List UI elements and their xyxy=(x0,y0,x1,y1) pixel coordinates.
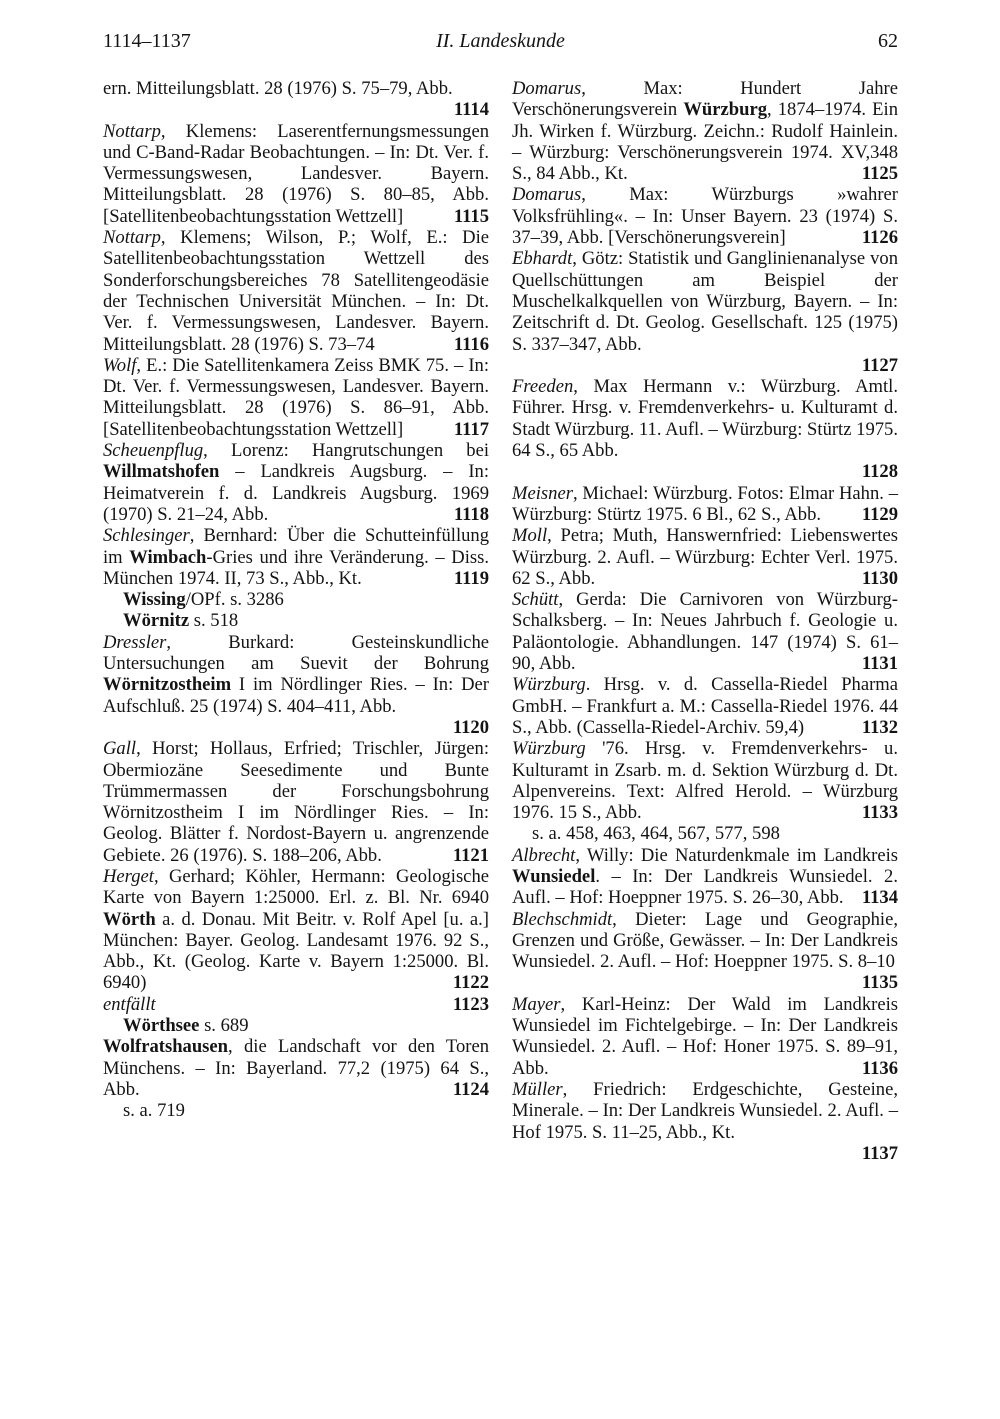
entry-number: 1128 xyxy=(861,461,898,483)
entry-keyword: Wunsiedel xyxy=(512,865,596,887)
entry-text: , 1874–1974. Ein Jh. Wirken f. Würzburg. Zeichn.: Rudolf Hainlein. – Würzburg: Verschönerungsverein 1974. XV,348 S., 84 Abb., Kt. xyxy=(512,99,898,185)
entry-author: Schütt xyxy=(512,589,559,611)
cross-reference xyxy=(512,823,898,844)
entry-keyword: Wörnitzostheim xyxy=(103,674,232,696)
entry-text: I im Nördlinger Ries. – In: Der Aufschluß. 25 (1974) S. 404–411, Abb. xyxy=(103,674,489,717)
entry-text: , Horst; Hollaus, Erfried; Trischler, Jürgen: Obermiozäne Seesedimente und Bunte Trümmermassen der Forschungsbohrung Wörnitzostheim I im Nördlinger Ries. – In: Geolog. Blätter f. Nordost-Bayern u. angrenzende Gebiete. 26 (1976). S. 188–206, Abb. xyxy=(103,738,489,866)
right-column xyxy=(512,78,898,1164)
entry-author: Nottarp xyxy=(103,120,161,142)
entry-text: , Gerhard; Köhler, Hermann: Geologische Karte von Bayern 1:25000. Erl. z. Bl. Nr. 6940 xyxy=(103,865,489,909)
entry-number: 1119 xyxy=(453,567,489,589)
entry-text: . Hrsg. v. d. Cassella-Riedel Pharma GmbH. – Frankfurt a. M.: Cassella-Riedel 1976. 44 S., Abb. (Cassella-Riedel-Archiv. 59,4) xyxy=(512,674,898,738)
entry-author: Scheuenpflug xyxy=(103,440,204,462)
entry-text: , Karl-Heinz: Der Wald im Landkreis Wunsiedel im Fichtelgebirge. – In: Der Landkreis Wunsiedel. 2. Aufl. – Hof: Honer 1975. S. 89–91, Abb. xyxy=(512,993,898,1079)
entry-text: , Max: Würzburgs »wahrer Volksfrühling«. – In: Unser Bayern. 23 (1974) S. 37–39, Abb. [Verschönerungsverein] xyxy=(512,184,898,249)
bibliography-entry xyxy=(103,121,489,227)
entry-number: 1117 xyxy=(453,418,489,440)
entry-text: , Michael: Würzburg. Fotos: Elmar Hahn. – Würzburg: Stürtz 1975. 6 Bl., 62 S., Abb. xyxy=(512,482,898,525)
entry-text: , Max Hermann v.: Würzburg. Amtl. Führer. Hrsg. v. Fremdenverkehrs- u. Kulturamt d. Stadt Würzburg. 11. Aufl. – Würzburg: Stürtz 1975. 64 S., 65 Abb. xyxy=(512,376,898,462)
entry-text: , Willy: Die Naturdenkmale im Landkreis xyxy=(575,844,898,866)
entry-number: 1134 xyxy=(861,887,898,909)
bibliography-entry xyxy=(512,376,898,482)
entry-keyword: Wolfratshausen xyxy=(103,1036,229,1058)
bibliography-entry xyxy=(103,994,489,1015)
entry-author: Müller xyxy=(512,1078,563,1100)
cross-reference xyxy=(103,589,489,610)
entry-author: Gall xyxy=(103,738,137,760)
cross-reference xyxy=(103,610,489,631)
page-header xyxy=(103,30,898,62)
entry-number: 1137 xyxy=(861,1142,898,1164)
entry-text: , Burkard: Gesteinskundliche Untersuchungen am Suevit der Bohrung xyxy=(103,631,489,675)
bibliography-entry xyxy=(512,674,898,738)
bibliography-entry xyxy=(512,184,898,248)
bibliography-entry xyxy=(512,1079,898,1164)
entry-text: ern. Mitteilungsblatt. 28 (1976) S. 75–79, Abb. xyxy=(103,78,453,99)
entry-author: Nottarp xyxy=(103,227,161,249)
entry-author: Herget xyxy=(103,865,154,887)
entry-number: 1115 xyxy=(453,205,489,227)
entry-number: 1116 xyxy=(453,333,489,355)
bibliography-entry xyxy=(512,909,898,994)
entry-author: Domarus xyxy=(512,184,582,206)
entry-text: , Klemens; Wilson, P.; Wolf, E.: Die Satellitenbeobachtungsstation Wettzell des Sonderforschungsbereiches 78 Satellitengeodäsie der Technischen Universität München. – In: Dt. Ver. f. Vermessungswesen, Landesver. Bayern. Mitteilungsblatt. 28 (1976) S. 73–74 xyxy=(103,227,489,355)
entry-keyword: Wimbach xyxy=(129,546,207,568)
entry-text: -Gries und ihre Veränderung. – Diss. München 1974. II, 73 S., Abb., Kt. xyxy=(103,546,489,589)
entry-author: Blechschmidt xyxy=(512,908,613,930)
left-column xyxy=(103,78,489,1122)
entry-number: 1121 xyxy=(452,844,489,866)
entry-number: 1126 xyxy=(861,227,898,249)
entry-author: Würzburg xyxy=(512,738,586,760)
entry-number: 1131 xyxy=(861,653,898,675)
entry-text: a. d. Donau. Mit Beitr. v. Rolf Apel [u. a.] München: Bayer. Geolog. Landesamt 1976. 92 S., Abb., Kt. (Geolog. Karte v. Bayern 1:25000. Bl. 6940) xyxy=(103,908,489,994)
entry-author: Moll xyxy=(512,525,548,547)
page-number: 62 xyxy=(878,30,898,52)
bibliography-entry xyxy=(103,866,489,994)
entry-author: Ebhardt xyxy=(512,248,573,270)
xref-keyword: Wörnitz xyxy=(123,610,190,632)
entry-author: Wolf xyxy=(103,354,137,376)
bibliography-entry xyxy=(512,845,898,909)
entry-number: 1120 xyxy=(452,716,489,738)
bibliography-entry xyxy=(103,78,489,121)
bibliography-entry xyxy=(103,355,489,440)
bibliography-entry xyxy=(103,525,489,589)
section-title: II. Landeskunde xyxy=(436,30,565,52)
bibliography-entry xyxy=(103,1036,489,1100)
entry-text: . – In: Der Landkreis Wunsiedel. 2. Aufl. – Hof: Hoeppner 1975. S. 26–30, Abb. xyxy=(512,865,898,909)
entry-text: , die Landschaft vor den Toren Münchens. – In: Bayerland. 77,2 (1975) 64 S., Abb. xyxy=(103,1036,489,1100)
entry-text: , Petra; Muth, Hanswernfried: Liebenswertes Würzburg. 2. Aufl. – Würzburg: Echter Verl. 1975. 62 S., Abb. xyxy=(512,525,898,589)
bibliography-entry xyxy=(103,738,489,866)
xref-text: s. a. 719 xyxy=(123,1100,185,1122)
entry-text: , Friedrich: Erdgeschichte, Gesteine, Minerale. – In: Der Landkreis Wunsiedel. 2. Aufl. – Hof 1975. S. 11–25, Abb., Kt. xyxy=(512,1078,898,1143)
xref-text: s. a. 458, 463, 464, 567, 577, 598 xyxy=(532,823,780,845)
bibliography-entry xyxy=(512,589,898,674)
entry-keyword: Willmatshofen xyxy=(103,461,220,483)
xref-text: /OPf. s. 3286 xyxy=(185,589,284,611)
entry-text: , Lorenz: Hangrutschungen bei xyxy=(203,440,489,462)
entry-text: , Klemens: Laserentfernungsmessungen und C-Band-Radar Beobachtungen. – In: Dt. Ver. f. Vermessungswesen, Landesver. Bayern. Mitteilungsblatt. 28 (1976) S. 80–85, Abb. [Satellitenbeobachtungsstation Wettzell] xyxy=(103,120,489,227)
bibliography-entry xyxy=(103,440,489,525)
entry-number: 1124 xyxy=(452,1078,489,1100)
bibliography-entry xyxy=(512,483,898,526)
entry-number: 1123 xyxy=(452,993,489,1015)
entry-number: 1136 xyxy=(861,1057,898,1079)
entry-author: Albrecht xyxy=(512,844,576,866)
bibliography-entry xyxy=(512,738,898,823)
entry-text: , Bernhard: Über die Schutteinfüllung im xyxy=(103,525,489,568)
entry-number: 1130 xyxy=(861,567,898,589)
entry-author: Würzburg xyxy=(512,674,586,696)
entry-author: Schlesinger xyxy=(103,525,190,547)
entry-text: '76. Hrsg. v. Fremdenverkehrs- u. Kulturamt in Zsarb. m. d. Sektion Würzburg d. Dt. Alpenvereins. Text: Alfred Herold. – Würzburg 1976. 15 S., Abb. xyxy=(512,738,898,824)
entry-number: 1114 xyxy=(453,99,489,121)
entry-number: 1132 xyxy=(861,716,898,738)
bibliography-entry xyxy=(103,632,489,738)
entry-text: , E.: Die Satellitenkamera Zeiss BMK 75. – In: Dt. Ver. f. Vermessungswesen, Landesver. Bayern. Mitteilungsblatt. 28 (1976) S. 86–91, Abb. [Satellitenbeobachtungsstation Wettzell] xyxy=(103,354,489,440)
entry-number: 1129 xyxy=(861,503,898,525)
entry-text: , Götz: Statistik und Ganglinienanalyse von Quellschüttungen am Beispiel der Muschelkalkquellen von Würzburg, Bayern. – In: Zeitschrift d. Dt. Geolog. Gesellschaft. 125 (1975) S. 337–347, Abb. xyxy=(512,248,898,355)
bibliography-entry xyxy=(512,994,898,1079)
entry-number: 1118 xyxy=(453,503,489,525)
entry-number: 1133 xyxy=(861,802,898,824)
entry-text: – Landkreis Augsburg. – In: Heimatverein f. d. Landkreis Augsburg. 1969 (1970) S. 21–24, Abb. xyxy=(103,461,489,525)
entry-number: 1127 xyxy=(861,354,898,376)
bibliography-entry xyxy=(512,525,898,589)
entry-keyword: Wörth xyxy=(103,908,156,930)
entry-number: 1125 xyxy=(861,163,898,185)
xref-text: s. 689 xyxy=(199,1015,249,1037)
entry-number: 1135 xyxy=(861,972,898,994)
entry-number: 1122 xyxy=(452,972,489,994)
entry-author: Domarus xyxy=(512,78,582,99)
entry-text: , Max: Hundert Jahre Verschönerungsverein xyxy=(512,78,898,121)
entry-text: , Dieter: Lage und Geographie, Grenzen und Größe, Gewässer. – In: Der Landkreis Wunsiedel. 2. Aufl. – Hof: Hoeppner 1975. S. 8–10 xyxy=(512,908,898,973)
entry-keyword: Würzburg xyxy=(683,99,767,121)
xref-keyword: Wörthsee xyxy=(123,1015,200,1037)
entry-author: Dressler xyxy=(103,631,167,653)
entry-author: Meisner xyxy=(512,482,573,504)
entry-range: 1114–1137 xyxy=(103,30,191,52)
entry-author: Freeden xyxy=(512,376,574,398)
entry-text: , Gerda: Die Carnivoren von Würzburg-Schalksberg. – In: Neues Jahrbuch f. Geologie u. Paläontologie. Abhandlungen. 147 (1974) S. 61–90, Abb. xyxy=(512,589,898,675)
bibliography-entry xyxy=(512,78,898,184)
bibliography-entry xyxy=(103,227,489,355)
cross-reference xyxy=(103,1100,489,1121)
xref-text: s. 518 xyxy=(189,610,239,632)
entry-author: entfällt xyxy=(103,993,156,1015)
bibliography-entry xyxy=(512,248,898,376)
entry-author: Mayer xyxy=(512,993,561,1015)
cross-reference xyxy=(103,1015,489,1036)
xref-keyword: Wissing xyxy=(123,589,186,611)
